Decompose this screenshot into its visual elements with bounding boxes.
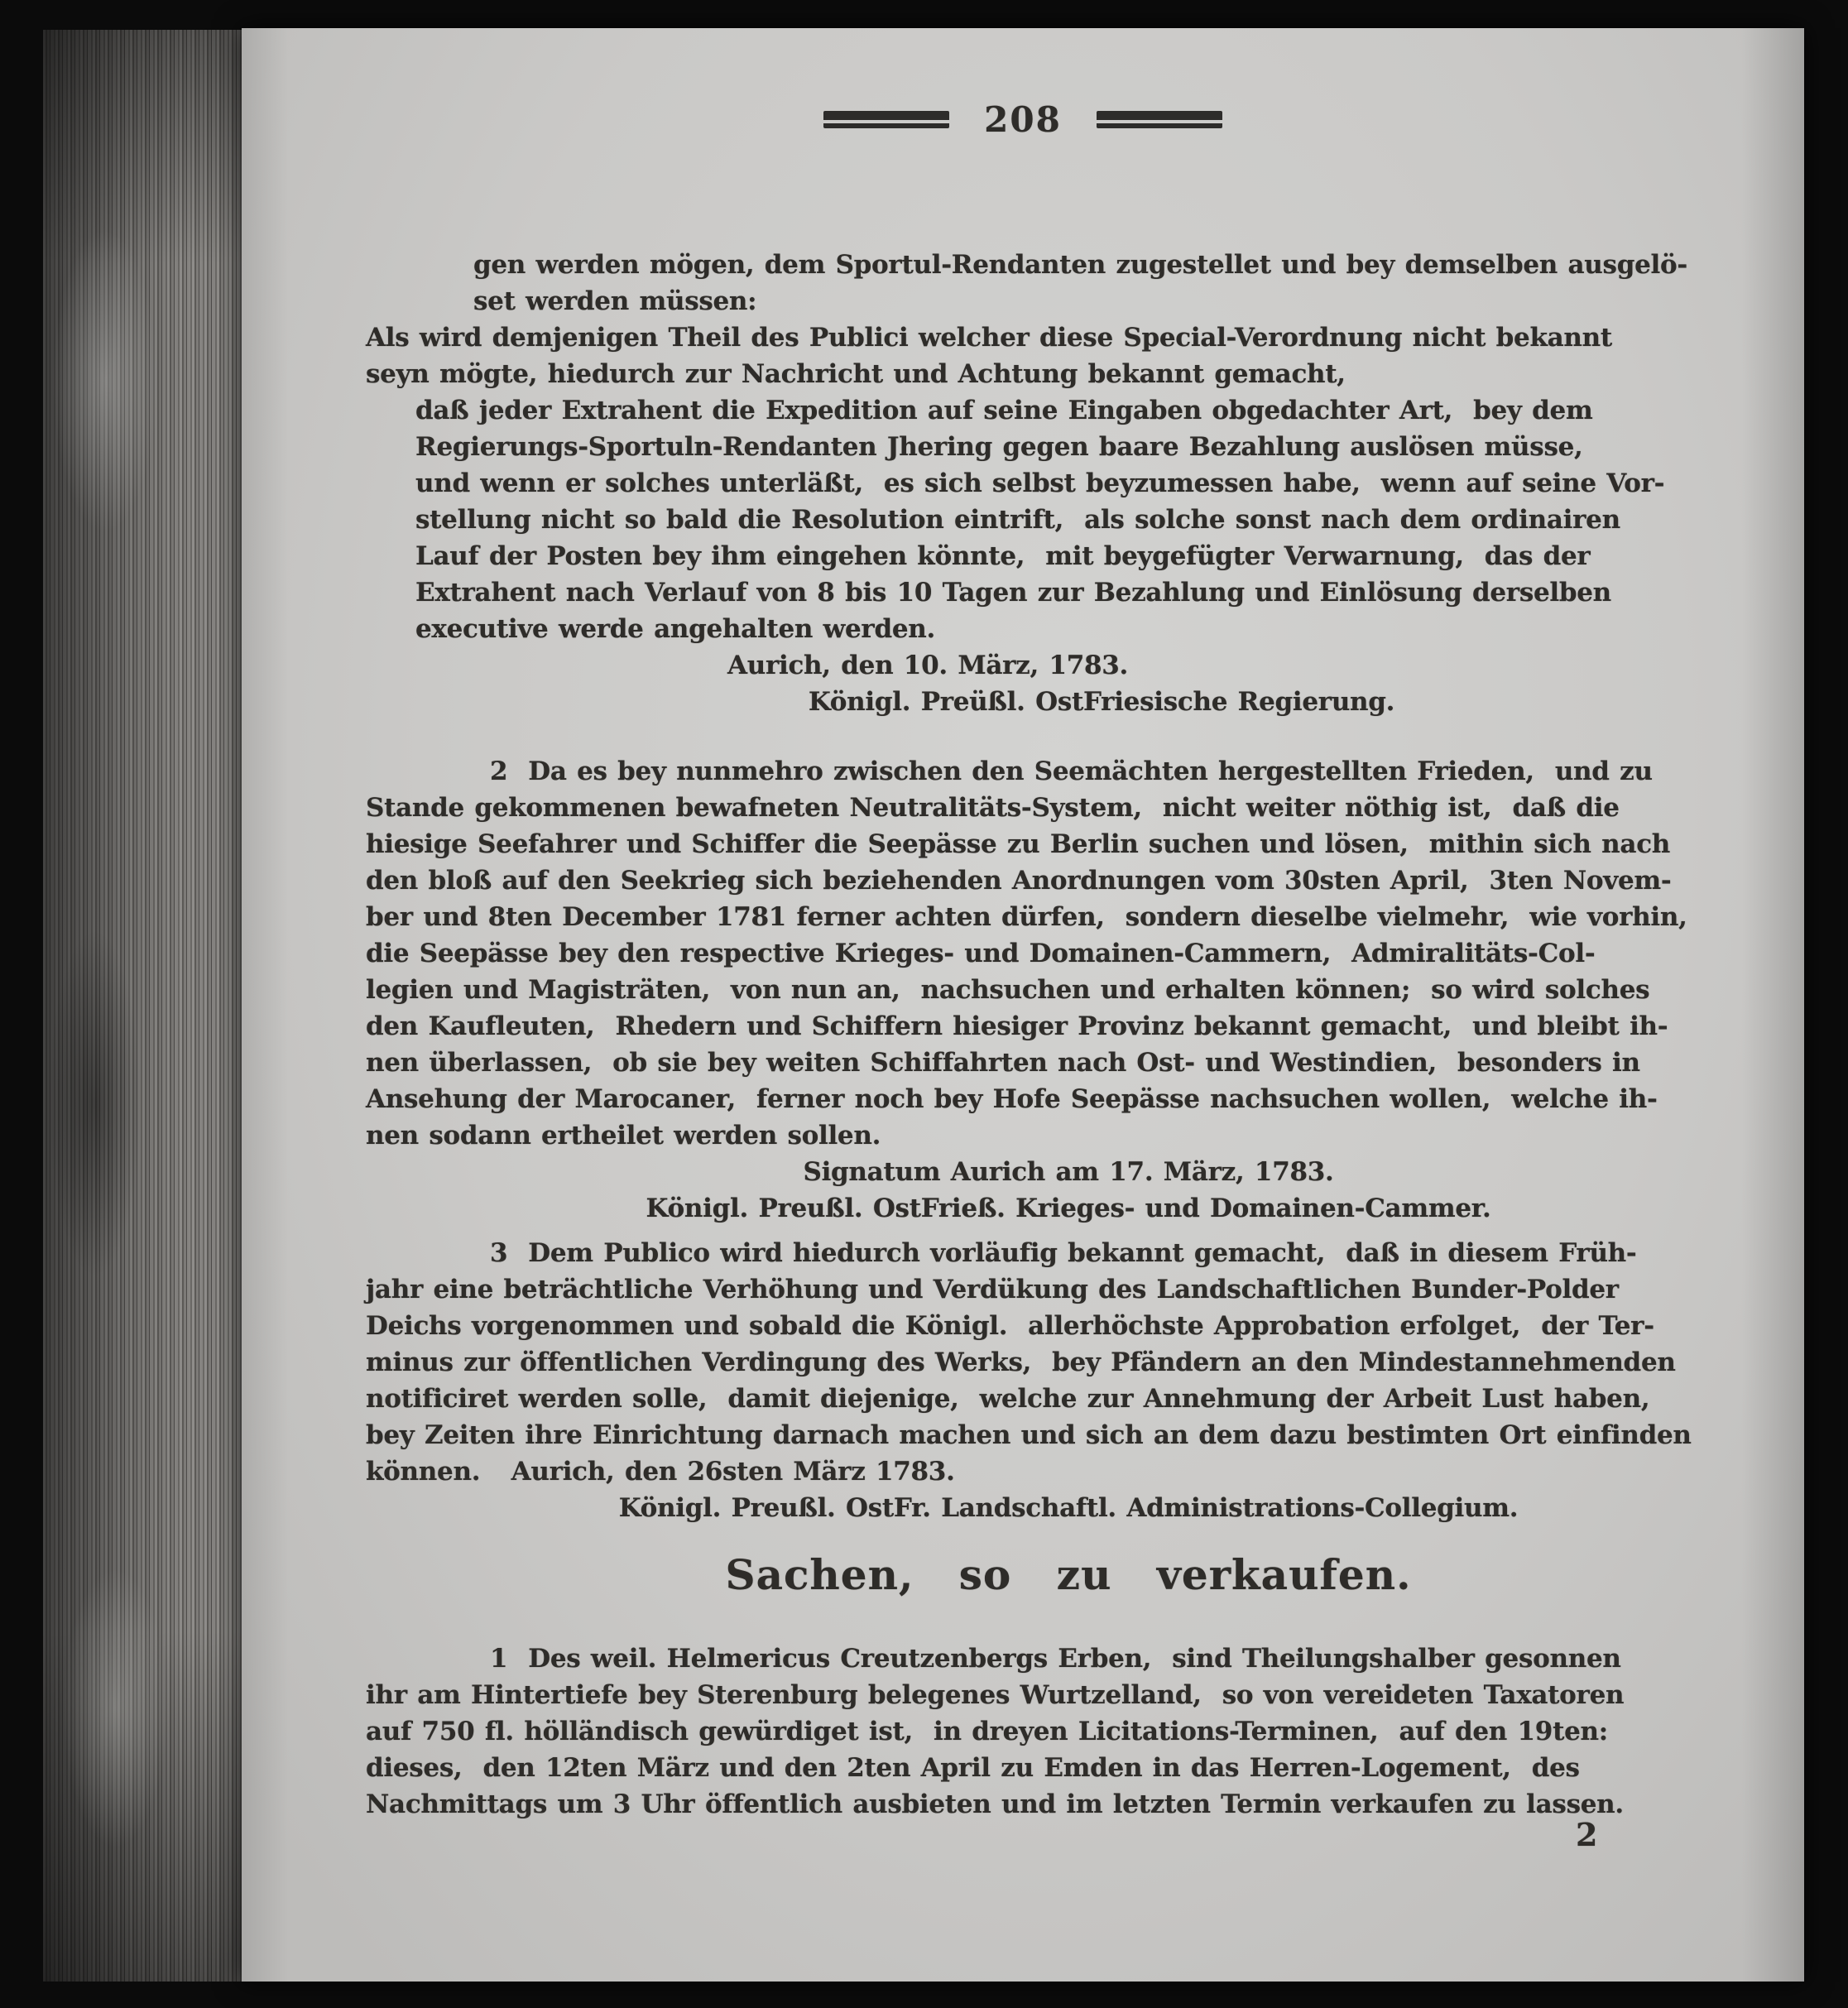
text-line: Nachmittags um 3 Uhr öffentlich ausbieten und im letzten Termin verkaufen zu lassen. (366, 1789, 1624, 1819)
text-line: Deichs vorgenommen und sobald die Königl. allerhöchste Approbation erfolget, der Ter- (366, 1311, 1654, 1341)
text-column (366, 247, 1771, 1823)
text-line: 2 Da es bey nunmehro zwischen den Seemächten hergestellten Frieden, und zu (490, 757, 1653, 786)
text-line: bey Zeiten ihre Einrichtung darnach machen und sich an dem dazu bestimten Ort einfinden (366, 1420, 1692, 1450)
text-line: den Kaufleuten, Rhedern und Schiffern hiesiger Provinz bekannt gemacht, und bleibt ih- (366, 1011, 1668, 1041)
text-line: ber und 8ten December 1781 ferner achten dürfen, sondern dieselbe vielmehr, wie vorhin, (366, 902, 1687, 932)
text-line: set werden müssen: (473, 286, 757, 316)
text-line: jahr eine beträchtliche Verhöhung und Verdükung des Landschaftlichen Bunder-Polder (366, 1275, 1619, 1304)
article-2-signature: Königl. Preußl. OstFrieß. Krieges- und Domainen-Cammer. (646, 1194, 1491, 1223)
text-line: Als wird demjenigen Theil des Publici welcher diese Special-Verordnung nicht bekannt (366, 323, 1612, 353)
text-line: hiesige Seefahrer und Schiffer die Seepässe zu Berlin suchen und lösen, mithin sich nach (366, 829, 1671, 859)
spine-mottling (43, 30, 250, 1982)
text-line: gen werden mögen, dem Sportul-Rendanten zugestellet und bey demselben ausgelö- (473, 250, 1687, 280)
text-line: Lauf der Posten bey ihm eingehen könnte, mit beygefügter Verwarnung, das der (415, 541, 1591, 571)
article-1-signature: Königl. Preüßl. OstFriesische Regierung. (808, 687, 1395, 717)
text-line: und wenn er solches unterläßt, es sich selbst beyzumessen habe, wenn auf seine Vor- (415, 468, 1665, 498)
header-rule-left (823, 111, 949, 128)
text-line: ihr am Hintertiefe bey Sterenburg belegenes Wurtzelland, so von vereideten Taxatoren (366, 1680, 1625, 1710)
article-4-body (366, 1641, 1771, 1823)
text-line: nen überlassen, ob sie bey weiten Schiffahrten nach Ost- und Westindien, besonders in (366, 1048, 1640, 1078)
article-2-body (366, 753, 1771, 1154)
text-line: minus zur öffentlichen Verdingung des Werks, bey Pfändern an den Mindestannehmenden (366, 1347, 1676, 1377)
text-line: Stande gekommenen bewafneten Neutralitäts-System, nicht weiter nöthig ist, daß die (366, 793, 1620, 823)
text-line: notificiret werden solle, damit diejenige, welche zur Annehmung der Arbeit Lust haben, (366, 1384, 1650, 1414)
article-1-intro (366, 319, 1771, 392)
text-line: daß jeder Extrahent die Expedition auf seine Eingaben obgedachter Art, bey dem (415, 396, 1593, 425)
text-line: den bloß auf den Seekrieg sich beziehenden Anordnungen vom 30sten April, 3ten Novem- (366, 866, 1672, 896)
text-line: executive werde angehalten werden. (415, 614, 935, 644)
article-2-dateline: Signatum Aurich am 17. März, 1783. (803, 1157, 1334, 1187)
section-heading-sachen: Sachen, so zu verkaufen. (725, 1550, 1412, 1599)
text-line: Extrahent nach Verlauf von 8 bis 10 Tagen zur Bezahlung und Einlösung derselben (415, 578, 1611, 608)
text-line: die Seepässe bey den respective Krieges- und Domainen-Cammern, Admiralitäts-Col- (366, 939, 1596, 968)
running-head (242, 99, 1804, 140)
text-line: Regierungs-Sportuln-Rendanten Jhering gegen baare Bezahlung auslösen müsse, (415, 432, 1583, 462)
article-3-body (366, 1235, 1771, 1490)
sheet-signature-mark: 2 (1576, 1816, 1598, 1853)
header-rule-right (1097, 111, 1222, 128)
article-1-continuation (366, 247, 1771, 319)
text-line: seyn mögte, hiedurch zur Nachricht und Achtung bekannt gemacht, (366, 359, 1346, 389)
text-line: 1 Des weil. Helmericus Creutzenbergs Erben, sind Theilungshalber gesonnen (490, 1644, 1621, 1674)
text-line: 3 Dem Publico wird hiedurch vorläufig bekannt gemacht, daß in diesem Früh- (490, 1238, 1637, 1268)
text-line: stellung nicht so bald die Resolution eintrift, als solche sonst nach dem ordinairen (415, 505, 1620, 535)
text-line: können. Aurich, den 26sten März 1783. (366, 1457, 955, 1487)
text-line: auf 750 fl. hölländisch gewürdiget ist, in dreyen Licitations-Terminen, auf den 19ten: (366, 1717, 1608, 1746)
article-1-dateline: Aurich, den 10. März, 1783. (727, 651, 1129, 680)
text-line: legien und Magisträten, von nun an, nachsuchen und erhalten können; so wird solches (366, 975, 1650, 1005)
text-line: dieses, den 12ten März und den 2ten April zu Emden in das Herren-Logement, des (366, 1753, 1580, 1783)
book-page-edges (43, 30, 250, 1982)
page-number: 208 (984, 99, 1062, 140)
article-3-signature: Königl. Preußl. OstFr. Landschaftl. Administrations-Collegium. (618, 1493, 1519, 1523)
page (242, 28, 1804, 1982)
text-line: nen sodann ertheilet werden sollen. (366, 1121, 881, 1151)
article-1-inset (366, 392, 1771, 647)
text-line: Ansehung der Marocaner, ferner noch bey Hofe Seepässe nachsuchen wollen, welche ih- (366, 1084, 1658, 1114)
